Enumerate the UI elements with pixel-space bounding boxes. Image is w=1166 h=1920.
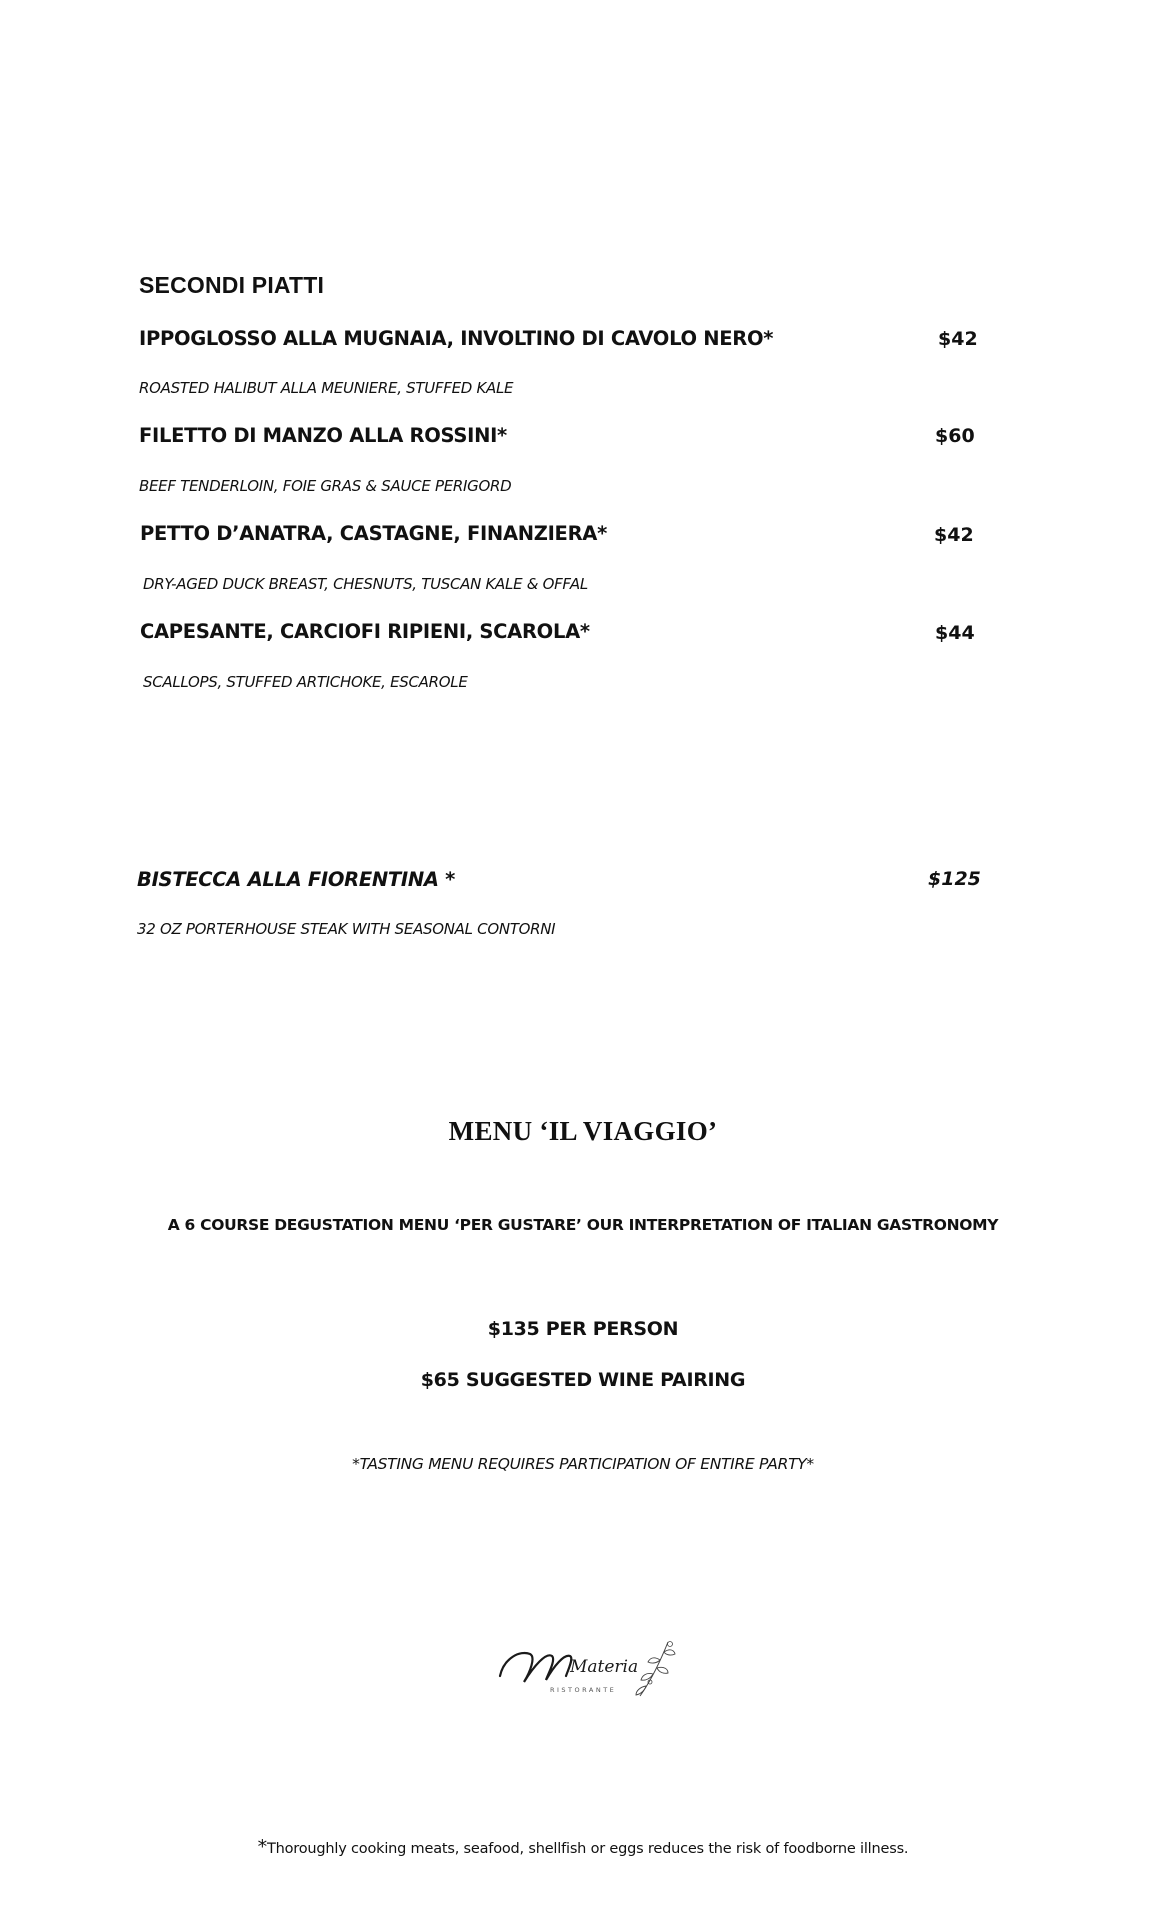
tasting-menu-note: *TASTING MENU REQUIRES PARTICIPATION OF ENTIRE PARTY* bbox=[352, 1455, 814, 1473]
dish-description: BEEF TENDERLOIN, FOIE GRAS & SAUCE PERIGORD bbox=[139, 477, 512, 495]
dish-name: IPPOGLOSSO ALLA MUGNAIA, INVOLTINO DI CAVOLO NERO* bbox=[139, 327, 774, 350]
dish-name: FILETTO DI MANZO ALLA ROSSINI* bbox=[139, 424, 507, 447]
logo-subtitle: RISTORANTE bbox=[550, 1686, 617, 1694]
footer-disclaimer bbox=[0, 1836, 1166, 1858]
materia-logo bbox=[490, 1632, 690, 1702]
dish-description: ROASTED HALIBUT ALLA MEUNIERE, STUFFED KALE bbox=[139, 379, 514, 397]
special-dish-description: 32 OZ PORTERHOUSE STEAK WITH SEASONAL CONTORNI bbox=[137, 920, 556, 938]
dish-name: PETTO D’ANATRA, CASTAGNE, FINANZIERA* bbox=[140, 522, 607, 545]
dish-name: CAPESANTE, CARCIOFI RIPIENI, SCAROLA* bbox=[140, 620, 590, 643]
special-dish-price: $125 bbox=[928, 868, 981, 890]
tasting-menu-title: MENU ‘IL VIAGGIO’ bbox=[448, 1116, 718, 1146]
dish-price: $44 bbox=[935, 622, 975, 644]
dish-price: $42 bbox=[938, 328, 978, 350]
dish-price: $60 bbox=[935, 425, 975, 447]
dish-price: $42 bbox=[934, 524, 974, 546]
special-dish-name: BISTECCA ALLA FIORENTINA * bbox=[137, 868, 456, 891]
footer-text: Thoroughly cooking meats, seafood, shellfish or eggs reduces the risk of foodborne illness. bbox=[266, 1841, 909, 1857]
footer-star: * bbox=[257, 1836, 267, 1858]
section-title: SECONDI PIATTI bbox=[139, 272, 325, 298]
dish-description: DRY-AGED DUCK BREAST, CHESNUTS, TUSCAN KALE & OFFAL bbox=[143, 575, 588, 593]
logo-name: Materia bbox=[570, 1657, 639, 1677]
dish-description: SCALLOPS, STUFFED ARTICHOKE, ESCAROLE bbox=[143, 673, 468, 691]
tasting-menu-price: $135 PER PERSON bbox=[487, 1318, 679, 1340]
tasting-menu-description: A 6 COURSE DEGUSTATION MENU ‘PER GUSTARE’ OUR INTERPRETATION OF ITALIAN GASTRONOMY bbox=[167, 1216, 999, 1234]
wine-pairing-price: $65 SUGGESTED WINE PAIRING bbox=[420, 1369, 746, 1391]
